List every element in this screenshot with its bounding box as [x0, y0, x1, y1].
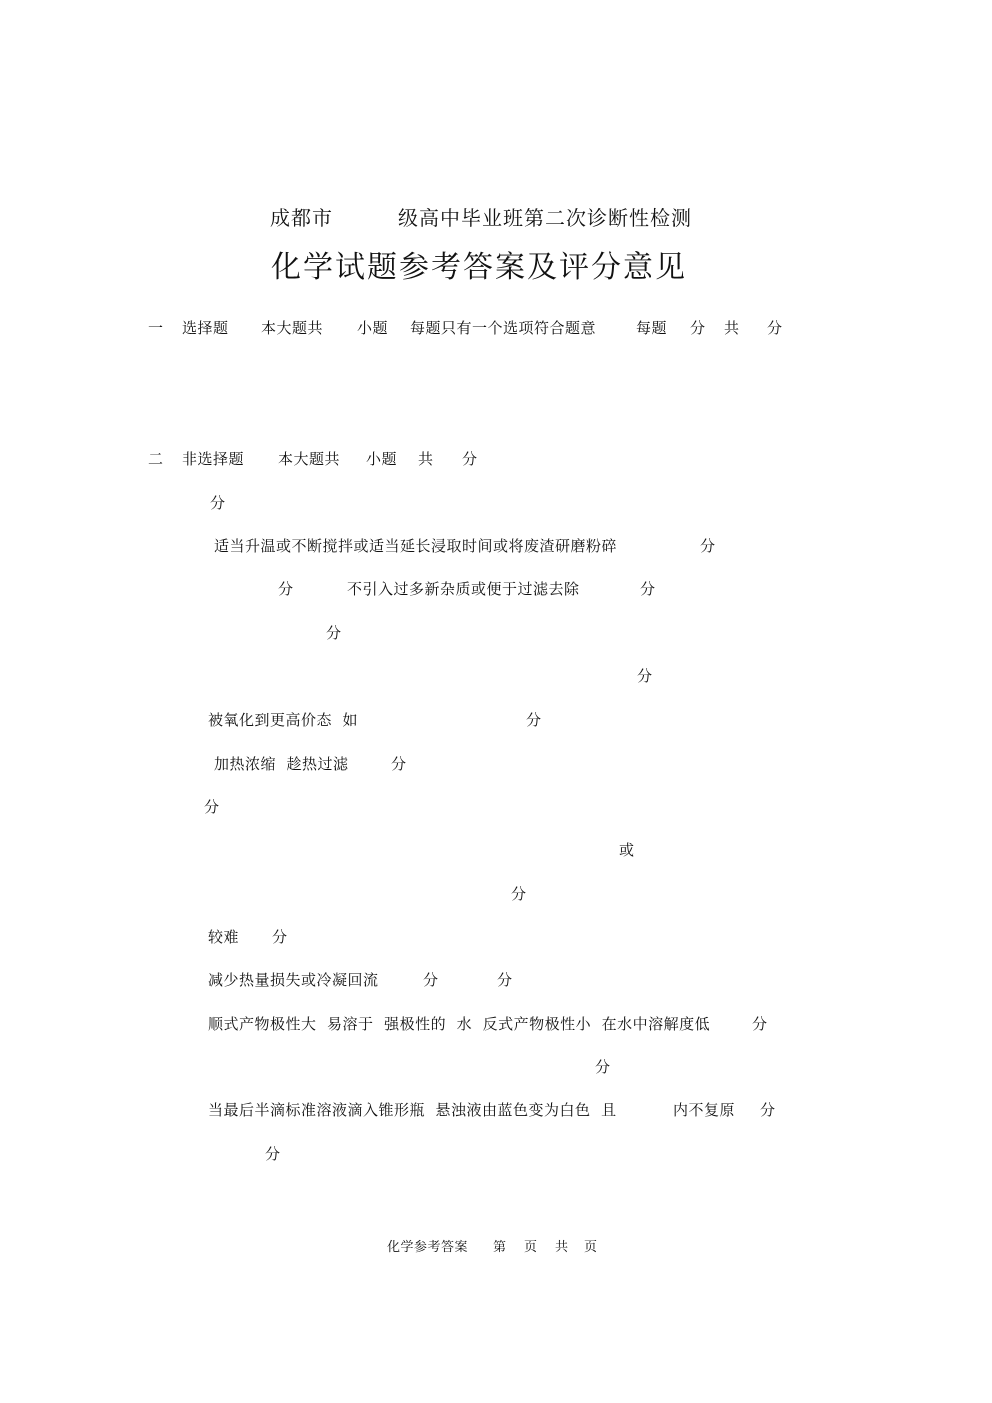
answer-score: 分 — [391, 755, 407, 773]
answer-score: 分 — [511, 885, 527, 903]
section1-desc: 每题只有一个选项符合题意 — [410, 319, 597, 337]
section1-desc: 小题 — [357, 319, 389, 337]
footer-page-label: 页 — [524, 1240, 538, 1255]
answer-score: 分 — [752, 1015, 768, 1033]
answer-text: 或 — [619, 841, 635, 859]
section1-number: 一 — [148, 319, 164, 337]
header-exam-name: 级高中毕业班第二次诊断性检测 — [398, 206, 692, 230]
footer-page-label: 页 — [584, 1240, 598, 1255]
answer-text: 加热浓缩 趁热过滤 — [214, 755, 349, 773]
answer-text: 当最后半滴标准溶液滴入锥形瓶 悬浊液由蓝色变为白色 且 — [208, 1101, 617, 1119]
answer-score: 分 — [760, 1101, 776, 1119]
section2-number: 二 — [148, 450, 164, 468]
answer-text: 内不复原 — [673, 1101, 736, 1119]
answer-text: 适当升温或不断搅拌或适当延长浸取时间或将废渣研磨粉碎 — [214, 537, 618, 555]
answer-score: 分 — [637, 667, 653, 685]
answer-score: 分 — [272, 928, 288, 946]
answer-score: 分 — [640, 580, 656, 598]
section2-desc: 小题 — [366, 450, 398, 468]
answer-text: 被氧化到更高价态 如 — [208, 711, 359, 729]
answer-text: 较难 — [208, 928, 240, 946]
section1-desc: 分 — [767, 319, 783, 337]
section1-desc: 共 — [724, 319, 740, 337]
answer-text: 减少热量损失或冷凝回流 — [208, 971, 379, 989]
section2-desc: 共 — [418, 450, 434, 468]
answer-text: 顺式产物极性大 易溶于 强极性的 水 反式产物极性小 在水中溶解度低 — [208, 1015, 711, 1033]
answer-score: 分 — [700, 537, 716, 555]
answer-score: 分 — [326, 624, 342, 642]
footer-doc-title: 化学参考答案 — [387, 1240, 469, 1255]
answer-score: 分 — [278, 580, 294, 598]
answer-score: 分 — [210, 494, 226, 512]
header-city: 成都市 — [270, 206, 333, 230]
answer-score: 分 — [204, 798, 220, 816]
section1-desc: 本大题共 — [261, 319, 324, 337]
answer-text: 不引入过多新杂质或便于过滤去除 — [347, 580, 580, 598]
answer-score: 分 — [423, 971, 439, 989]
answer-score: 分 — [497, 971, 513, 989]
footer-page-label: 共 — [555, 1240, 569, 1255]
footer-page-label: 第 — [493, 1240, 507, 1255]
section2-label: 非选择题 — [182, 450, 245, 468]
answer-score: 分 — [265, 1145, 281, 1163]
answer-score: 分 — [526, 711, 542, 729]
answer-score: 分 — [595, 1058, 611, 1076]
page-title: 化学试题参考答案及评分意见 — [271, 250, 687, 285]
section1-desc: 分 — [690, 319, 706, 337]
section2-desc: 本大题共 — [278, 450, 341, 468]
section1-label: 选择题 — [182, 319, 229, 337]
section1-desc: 每题 — [636, 319, 668, 337]
section2-desc: 分 — [462, 450, 478, 468]
